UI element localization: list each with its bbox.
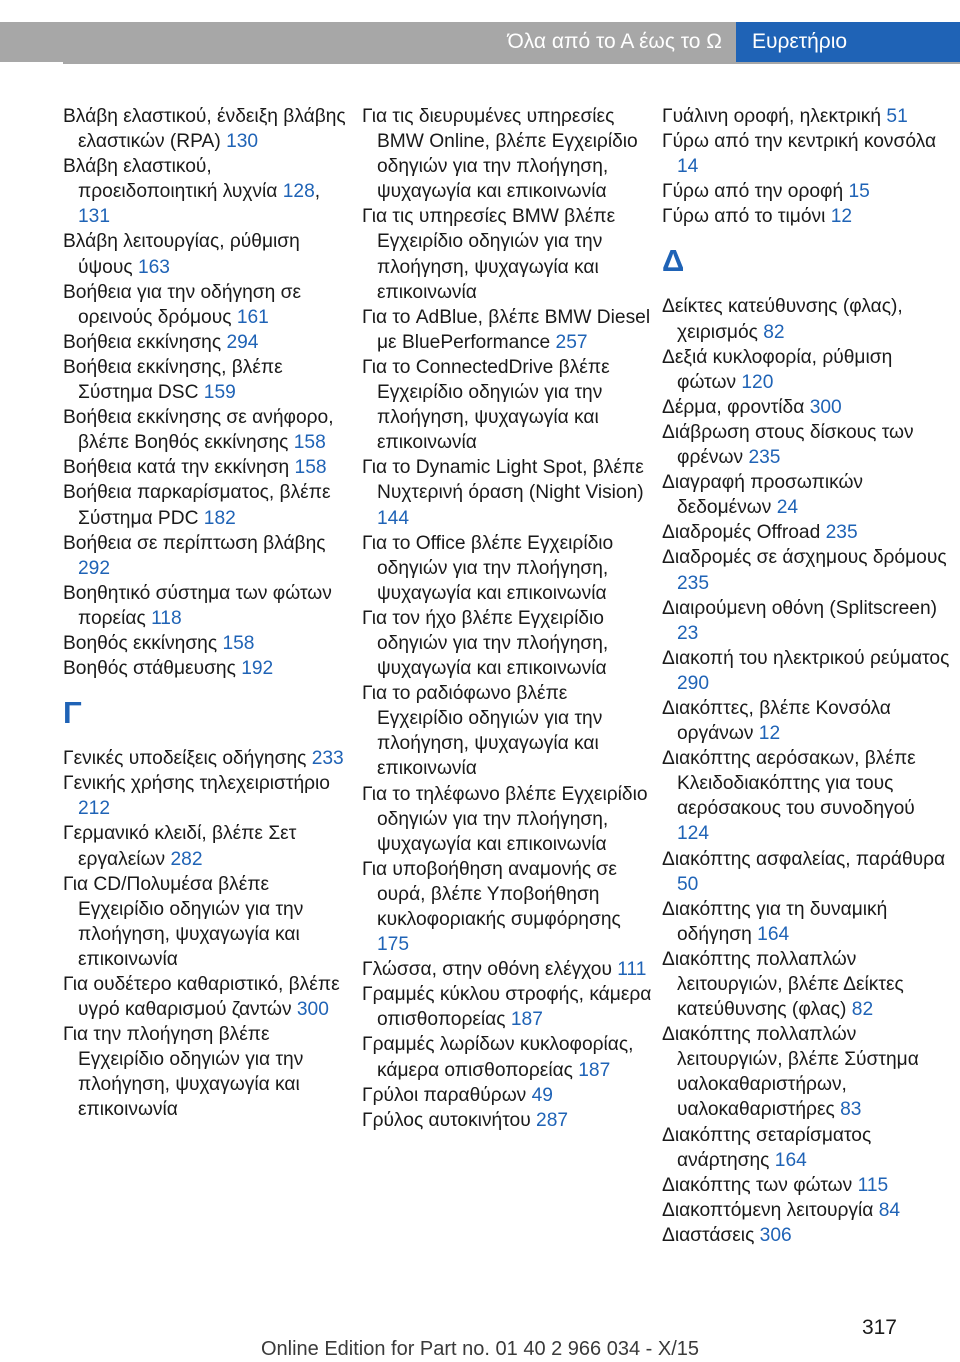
index-entry-text: Βοήθεια σε περίπτωση βλάβης <box>63 532 326 554</box>
index-entry-text: Βοήθεια εκκίνησης <box>63 331 222 353</box>
index-entry <box>662 204 952 229</box>
index-entry-text: Διακόπτης ασφαλείας, παράθυρα <box>662 848 946 870</box>
page-link[interactable]: 51 <box>886 106 908 127</box>
index-entry <box>662 470 952 520</box>
chapter-tab[interactable]: Ευρετήριο <box>736 22 960 62</box>
index-entry <box>63 581 353 631</box>
page-link[interactable]: 23 <box>677 622 699 644</box>
index-entry: Βλάβη ελαστικού, προειδοποιητική λυχνία 128, 131 <box>63 156 321 228</box>
page-link[interactable]: 235 <box>825 522 858 544</box>
index-entry-text: Για το ConnectedDrive βλέπε Εγχειρίδιο οδηγιών για την πλοήγηση, ψυχαγωγία και επικοινωνία <box>362 356 610 454</box>
index-entry-text: Διακόπτης για τη δυναμική οδήγηση <box>662 898 888 945</box>
index-entry-text: Διαστάσεις <box>662 1224 755 1246</box>
index-entry-text: Γύρω από το τιμόνι <box>662 206 826 228</box>
index-entry-text: Για το Dynamic Light Spot, βλέπε Νυχτερινή όραση (Night Vision) <box>362 457 644 504</box>
page-link[interactable]: 161 <box>236 306 269 328</box>
index-entry-text: Διακόπτης αερόσακων, βλέπε Κλειδοδιακόπτης για τους αερόσακους του συνοδηγού <box>662 748 916 820</box>
index-entry <box>63 821 353 871</box>
index-entry <box>63 330 353 355</box>
index-entry-text: Δείκτες κατεύθυνσης (φλας), χειρισμός <box>662 296 903 343</box>
page-link[interactable]: 144 <box>377 507 410 529</box>
index-entry <box>662 1022 952 1122</box>
index-entry-text: Διακοπή του ηλεκτρικού ρεύματος <box>662 647 950 669</box>
page-link[interactable]: 235 <box>677 572 710 594</box>
index-entry-text: Διαδρομές σε άσχημους δρόμους <box>662 547 947 569</box>
index-entry <box>662 395 952 420</box>
index-entry-text: Γύρω από την κεντρική κονσόλα <box>662 131 937 153</box>
page-link[interactable]: 235 <box>748 447 781 469</box>
page-number: 317 <box>861 1316 897 1339</box>
page-link[interactable]: 158 <box>294 457 327 479</box>
index-entry <box>662 104 952 129</box>
index-column-3 <box>662 104 952 1248</box>
index-entry-text: Για το τηλέφωνο βλέπε Εγχειρίδιο οδηγιών για την πλοήγηση, ψυχαγωγία και επικοινωνία <box>362 783 648 855</box>
page-link[interactable]: 306 <box>759 1224 792 1246</box>
index-entry <box>63 631 353 656</box>
index-entry <box>362 531 652 606</box>
page-link[interactable]: 158 <box>222 632 255 654</box>
index-entry-text: Γραμμές κύκλου στροφής, κάμερα οπισθοπορείας <box>362 984 652 1031</box>
index-entry-text: Βλάβη ελαστικού, ένδειξη βλάβης ελαστικών (RPA) <box>63 106 346 153</box>
index-letter-heading: Δ <box>662 243 685 279</box>
index-entry-text: Δέρμα, φροντίδα <box>662 396 805 418</box>
index-entry-text: Διαδρομές Offroad <box>662 522 821 544</box>
page-link[interactable]: 159 <box>203 382 236 404</box>
page-link[interactable]: 82 <box>763 321 785 343</box>
page-link[interactable]: 24 <box>776 497 799 519</box>
index-entry <box>63 355 353 405</box>
index-entry-text: Διάβρωση στους δίσκους των φρένων <box>662 421 914 469</box>
index-entry-text: Γρύλοι παραθύρων <box>362 1084 527 1106</box>
index-entry <box>662 1223 952 1248</box>
page-link[interactable]: 182 <box>203 507 236 529</box>
index-entry <box>63 972 353 1022</box>
index-entry <box>662 129 952 179</box>
page-link[interactable]: 124 <box>677 823 710 845</box>
page-link[interactable]: 131 <box>78 206 111 228</box>
index-entry-text: Για τις υπηρεσίες BMW βλέπε Εγχειρίδιο οδηγιών για την πλοήγηση, ψυχαγωγία και επικοινωνία <box>362 206 616 303</box>
page-link[interactable]: 164 <box>774 1149 807 1171</box>
index-entry-text: Διακόπτης των φώτων <box>662 1174 853 1196</box>
index-entry <box>63 1022 353 1122</box>
index-entry-text: Γύρω από την οροφή <box>662 181 844 203</box>
index-entry-text: Διακόπτης σεταρίσματος ανάρτησης <box>662 1124 872 1171</box>
index-entry <box>662 1198 952 1223</box>
index-entry-text: Βοήθεια για την οδήγηση σε ορεινούς δρόμους <box>63 281 302 328</box>
index-entry-text: Γλώσσα, στην οθόνη ελέγχου <box>362 959 612 981</box>
index-entry <box>662 294 952 344</box>
page-link[interactable]: 300 <box>809 396 842 418</box>
page-link[interactable]: 233 <box>311 748 344 770</box>
index-entry <box>662 420 952 470</box>
page-link[interactable]: 187 <box>510 1009 543 1031</box>
index-entry-text: Βοηθός εκκίνησης <box>63 632 218 654</box>
index-entry <box>63 229 353 279</box>
index-entry-text: Για υποβοήθηση αναμονής σε ουρά, βλέπε Υποβοήθηση κυκλοφοριακής συμφόρησης <box>362 858 621 930</box>
page-link[interactable]: 187 <box>578 1059 611 1081</box>
page-link[interactable]: 130 <box>226 131 259 153</box>
index-entry <box>662 646 952 696</box>
index-entry <box>63 771 353 821</box>
index-entry-text: Για το ραδιόφωνο βλέπε Εγχειρίδιο οδηγιών για την πλοήγηση, ψυχαγωγία και επικοινωνία <box>362 683 603 780</box>
index-entry-text: Για το AdBlue, βλέπε BMW Diesel με BluePerformance <box>362 306 651 353</box>
index-entry-text: Διακοπτόμενη λειτουργία <box>662 1199 874 1221</box>
index-entry <box>662 847 952 897</box>
index-entry <box>362 857 652 957</box>
index-entry <box>63 405 353 455</box>
index-entry-text: Βοήθεια εκκίνησης, βλέπε Σύστημα DSC <box>63 356 283 404</box>
index-entry-text: Βοηθός στάθμευσης <box>63 658 236 680</box>
index-entry <box>362 1032 652 1082</box>
index-entry <box>362 204 652 304</box>
index-entry <box>362 1083 652 1108</box>
page-link[interactable]: 14 <box>677 156 699 178</box>
index-entry <box>662 545 952 595</box>
index-entry <box>63 872 353 972</box>
index-entry-text: Γραμμές λωρίδων κυκλοφορίας, κάμερα οπισθοπορείας <box>362 1034 634 1081</box>
page-link[interactable]: 212 <box>78 798 111 820</box>
index-entry-text: Διαγραφή προσωπικών δεδομένων <box>662 472 864 519</box>
header-rule <box>63 62 960 64</box>
index-entry <box>662 947 952 1022</box>
index-entry-text: Για CD/Πολυμέσα βλέπε Εγχειρίδιο οδηγιών για την πλοήγηση, ψυχαγωγία και επικοινωνία <box>63 873 304 970</box>
index-entry <box>362 957 652 982</box>
index-entry <box>362 355 652 455</box>
index-entry <box>362 606 652 681</box>
page-link[interactable]: 300 <box>296 999 329 1021</box>
page-link[interactable]: 12 <box>758 723 781 745</box>
page-link[interactable]: 120 <box>741 371 774 393</box>
page-link[interactable]: 84 <box>878 1199 901 1221</box>
page-link[interactable]: 294 <box>226 331 259 353</box>
index-entry <box>63 656 353 681</box>
index-entry <box>662 897 952 947</box>
index-entry <box>63 531 353 581</box>
page-link[interactable]: 50 <box>677 873 699 895</box>
index-entry <box>662 520 952 545</box>
index-entry-text: Για τον ήχο βλέπε Εγχειρίδιο οδηγιών για την πλοήγηση, ψυχαγωγία και επικοινωνία <box>362 607 609 680</box>
page-link[interactable]: 118 <box>151 607 182 629</box>
page-link[interactable]: 12 <box>830 206 853 228</box>
index-entry <box>662 1173 952 1198</box>
page-link[interactable]: 15 <box>848 181 870 203</box>
index-entry <box>63 280 353 330</box>
index-entry <box>362 104 652 204</box>
index-entry <box>362 681 652 781</box>
page-link[interactable]: 158 <box>293 432 326 454</box>
index-entry-text: Διακόπτες, βλέπε Κονσόλα οργάνων <box>662 697 891 745</box>
index-entry-text: Γερμανικό κλειδί, βλέπε Σετ εργαλείων <box>63 823 297 870</box>
section-title: Όλα από το Α έως το Ω <box>0 22 736 62</box>
index-entry <box>63 455 353 480</box>
index-entry-text: Γενικής χρήσης τηλεχειριστήριο <box>63 773 330 795</box>
index-entry <box>662 345 952 395</box>
page-link[interactable]: 83 <box>840 1099 862 1121</box>
index-entry-text: Βοήθεια κατά την εκκίνηση <box>63 457 290 479</box>
index-entry-text: Βοηθητικό σύστημα των φώτων πορείας <box>63 582 332 629</box>
index-entry <box>362 305 652 355</box>
page-link[interactable]: 175 <box>377 934 410 956</box>
index-entry <box>362 982 652 1032</box>
index-entry <box>662 696 952 746</box>
page-link[interactable]: 111 <box>617 959 647 981</box>
page-link[interactable]: 115 <box>857 1174 889 1196</box>
page-link[interactable]: 192 <box>241 658 274 680</box>
index-entry-text: Διακόπτης πολλαπλών λειτουργιών, βλέπε Δείκτες κατεύθυνσης (φλας) <box>662 948 904 1021</box>
index-entry-text: Για την πλοήγηση βλέπε Εγχειρίδιο οδηγιών για την πλοήγηση, ψυχαγωγία και επικοινωνία <box>63 1024 304 1121</box>
page-link[interactable]: 292 <box>78 557 111 579</box>
index-entry-text: Διακόπτης πολλαπλών λειτουργιών, βλέπε Σύστημα υαλοκαθαριστήρων, υαλοκαθαριστήρες <box>662 1024 919 1121</box>
index-entry-text: Βλάβη λειτουργίας, ρύθμιση ύψους <box>63 231 300 278</box>
index-entry-text: Για το Office βλέπε Εγχειρίδιο οδηγιών για την πλοήγηση, ψυχαγωγία και επικοινωνία <box>362 532 614 604</box>
index-entry <box>63 746 353 771</box>
index-entry <box>63 480 353 530</box>
index-entry <box>362 782 652 857</box>
page-link[interactable]: 290 <box>677 672 710 694</box>
index-entry-text: Γενικές υποδείξεις οδήγησης <box>63 748 307 770</box>
page-link[interactable]: 163 <box>137 256 170 278</box>
page-link[interactable]: 287 <box>536 1109 569 1131</box>
index-entry-text: Γρύλος αυτοκινήτου <box>362 1109 531 1131</box>
index-entry-text: Βλάβη ελαστικού, προειδοποιητική λυχνία <box>63 156 278 203</box>
page-link[interactable]: 82 <box>851 999 874 1021</box>
index-entry-text: Βοήθεια εκκίνησης σε ανήφορο, βλέπε Βοηθός εκκίνησης <box>63 407 334 454</box>
page-link[interactable]: 49 <box>531 1084 553 1106</box>
index-entry-text: Βοήθεια παρκαρίσματος, βλέπε Σύστημα PDC <box>63 482 331 529</box>
index-entry <box>362 455 652 530</box>
page-link[interactable]: 257 <box>555 331 588 353</box>
index-entry-text: Δεξιά κυκλοφορία, ρύθμιση φώτων <box>662 346 893 393</box>
index-entry <box>662 746 952 846</box>
page-link[interactable]: 164 <box>757 923 790 945</box>
page-header <box>0 0 960 62</box>
index-entry-text: Για τις διευρυμένες υπηρεσίες BMW Online, βλέπε Εγχειρίδιο οδηγιών για την πλοήγηση, ψυχαγωγία και επικοινωνία <box>362 106 638 203</box>
index-entry <box>662 596 952 646</box>
index-entry <box>362 1108 652 1133</box>
page-link[interactable]: 282 <box>170 848 203 870</box>
page-link[interactable]: 128 <box>282 181 315 203</box>
index-entry-text: Γυάλινη οροφή, ηλεκτρική <box>662 106 882 127</box>
index-entry <box>662 179 952 204</box>
index-entry <box>63 104 353 154</box>
index-column-1 <box>63 104 353 1123</box>
footer-edition: Online Edition for Part no. 01 40 2 966 034 - X/15 <box>260 1338 700 1360</box>
index-entry-text: Διαιρούμενη οθόνη (Splitscreen) <box>662 597 938 619</box>
index-entry-text: Για ουδέτερο καθαριστικό, βλέπε υγρό καθαρισμού ζαντών <box>63 974 340 1021</box>
index-column-2 <box>362 104 652 1133</box>
index-entry <box>662 1123 952 1173</box>
index-letter-heading: Γ <box>63 695 82 731</box>
